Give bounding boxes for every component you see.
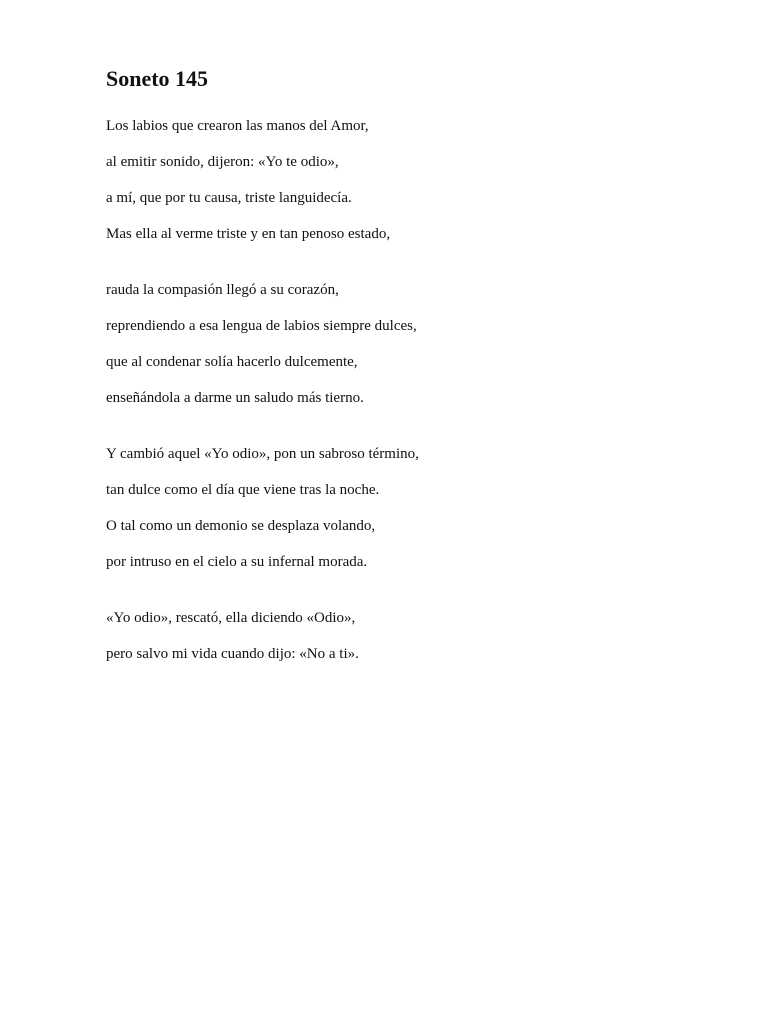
poem-line: a mí, que por tu causa, triste languidecía.: [106, 190, 352, 206]
stanza-3: [106, 444, 706, 572]
stanza-1: [106, 116, 706, 244]
poem-line: que al condenar solía hacerlo dulcemente,: [106, 354, 358, 370]
stanza-4: [106, 608, 706, 664]
poem-line: reprendiendo a esa lengua de labios siempre dulces,: [106, 318, 417, 334]
poem-line: al emitir sonido, dijeron: «Yo te odio»,: [106, 154, 339, 170]
poem-line: por intruso en el cielo a su infernal morada.: [106, 554, 368, 570]
poem-line: rauda la compasión llegó a su corazón,: [106, 282, 339, 298]
poem-line: pero salvo mi vida cuando dijo: «No a ti».: [106, 646, 359, 662]
poem-line: O tal como un demonio se desplaza volando,: [106, 518, 376, 534]
poem-title: Soneto 145: [106, 66, 209, 91]
poem-line: «Yo odio», rescató, ella diciendo «Odio»,: [106, 610, 356, 626]
poem-line: Los labios que crearon las manos del Amor,: [106, 118, 369, 134]
poem-body: [106, 116, 706, 700]
poem-line: Mas ella al verme triste y en tan penoso estado,: [106, 226, 391, 242]
stanza-2: [106, 280, 706, 408]
poem-line: enseñándola a darme un saludo más tierno.: [106, 390, 364, 406]
poem-line: tan dulce como el día que viene tras la noche.: [106, 482, 380, 498]
poem-line: Y cambió aquel «Yo odio», pon un sabroso término,: [106, 446, 419, 462]
